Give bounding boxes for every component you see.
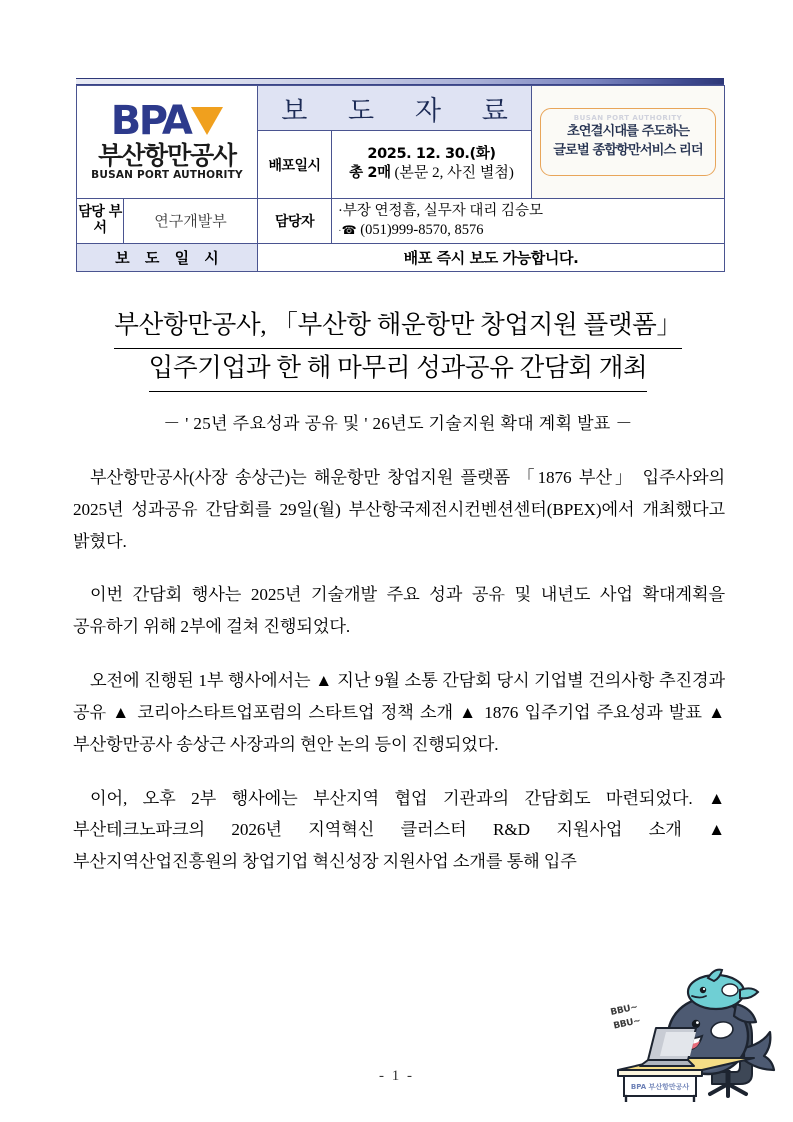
headline-block: [62, 306, 734, 392]
distribution-pages-count: 총 2매: [349, 165, 391, 182]
manager-value-cell: [332, 199, 725, 244]
bpa-logo-mark: [110, 98, 224, 145]
body-paragraph: [73, 665, 725, 760]
slogan-line-2: 글로벌 종합항만서비스 리더: [553, 142, 703, 158]
press-release-header-table: [76, 85, 725, 272]
body-text-block: [73, 462, 725, 900]
headline-line-1-wrap: [62, 306, 734, 349]
body-paragraph-text: 오전에 진행된 1부 행사에서는 ▲ 지난 9월 소통 간담회 당시 기업별 건의사항 추진경과 공유 ▲ 코리아스타트업포럼의 스타트업 정책 소개 ▲ 1876 입주기업 주요성과 발표 ▲ 부산항만공사 송상근 사장과의 현안 논의 등이 진행되었다.: [73, 671, 725, 754]
body-paragraph: [73, 579, 725, 643]
body-paragraph: [73, 783, 725, 878]
department-label: [77, 199, 124, 244]
distribution-pages-note: (본문 2, 사진 별첨): [394, 165, 514, 182]
table-row: [77, 243, 725, 271]
bpa-logo: [77, 98, 257, 182]
page-number: - 1 -: [379, 1068, 414, 1084]
slogan-line-1: 초연결시대를 주도하는: [566, 123, 690, 139]
distribution-value-cell: [332, 131, 532, 199]
table-row: [77, 86, 725, 131]
manager-names: ·부장 연정흠, 실무자 대리 김승모: [338, 203, 544, 219]
distribution-date: 2025. 12. 30.(화): [367, 146, 496, 163]
distribution-label: [258, 131, 332, 199]
release-timing-label: [77, 243, 258, 271]
bpa-acronym: BPA: [110, 98, 191, 145]
decorative-top-bar: [76, 78, 724, 85]
bpa-logo-cell: [77, 86, 258, 199]
body-paragraph-text: 이번 간담회 행사는 2025년 기술개발 주요 성과 공유 및 내년도 사업 확대계획을 공유하기 위해 2부에 걸쳐 진행되었다.: [73, 585, 725, 637]
bullet-dot-icon: ·: [338, 224, 342, 237]
department-value: [124, 199, 258, 244]
table-row: [77, 199, 725, 244]
headline-line-1: 부산항만공사, 「부산항 해운항만 창업지원 플랫폼」: [114, 306, 681, 349]
headline-line-2-wrap: [62, 349, 734, 392]
header-table-container: [76, 78, 724, 272]
document-type-title: 보 도 자 료: [281, 95, 525, 126]
bpa-name-english: BUSAN PORT AUTHORITY: [91, 169, 243, 182]
headline-line-2: 입주기업과 한 해 마무리 성과공유 간담회 개최: [149, 349, 648, 392]
release-timing-label-text: 보 도 일 시: [115, 248, 224, 267]
manager-phone-line: [338, 221, 720, 240]
manager-label: [258, 199, 332, 244]
department-value-text: 연구개발부: [154, 214, 227, 231]
release-timing-value-text: 배포 즉시 보도 가능합니다.: [403, 248, 579, 267]
headline-subtitle: － ' 25년 주요성과 공유 및 ' 26년도 기술지원 확대 계획 발표 －: [163, 414, 633, 433]
mascot-speech-text: BBU~ BBU~: [609, 1002, 642, 1032]
release-timing-value: [258, 243, 725, 271]
body-paragraph-text: 이어, 오후 2부 행사에는 부산지역 협업 기관과의 간담회도 마련되었다. ▲ 부산테크노파크의 2026년 지역혁신 클러스터 R&D 지원사업 소개 ▲ 부산지역산업진흥원의 창업기업 혁신성장 지원사업 소개를 통해 입주: [73, 788, 725, 872]
slogan-box: [540, 108, 716, 176]
manager-phone-number: (051)999-8570, 8576: [360, 221, 484, 238]
telephone-icon: ☎: [341, 222, 357, 237]
manager-label-text: 담당자: [274, 213, 315, 230]
department-label-text: 담당 부서: [78, 204, 122, 236]
slogan-cell: [532, 86, 725, 199]
orange-triangle-icon: [191, 107, 223, 135]
desk-sign-text: BPA 부산항만공사: [630, 1083, 690, 1091]
distribution-pages: [338, 164, 525, 184]
slogan-watermark-text: BUSAN PORT AUTHORITY: [573, 113, 683, 122]
distribution-label-text: 배포일시: [268, 157, 321, 174]
body-paragraph: [73, 462, 725, 557]
body-paragraph-text: 부산항만공사(사장 송상근)는 해운항만 창업지원 플랫폼 「1876 부산」 입주사와의 2025년 성과공유 간담회를 29일(월) 부산항국제전시컨벤션센터(BPEX)에서 개최했다고 밝혔다.: [73, 468, 725, 551]
bpa-name-korean: 부산항만공사: [98, 141, 236, 171]
document-type-cell: [258, 86, 532, 131]
